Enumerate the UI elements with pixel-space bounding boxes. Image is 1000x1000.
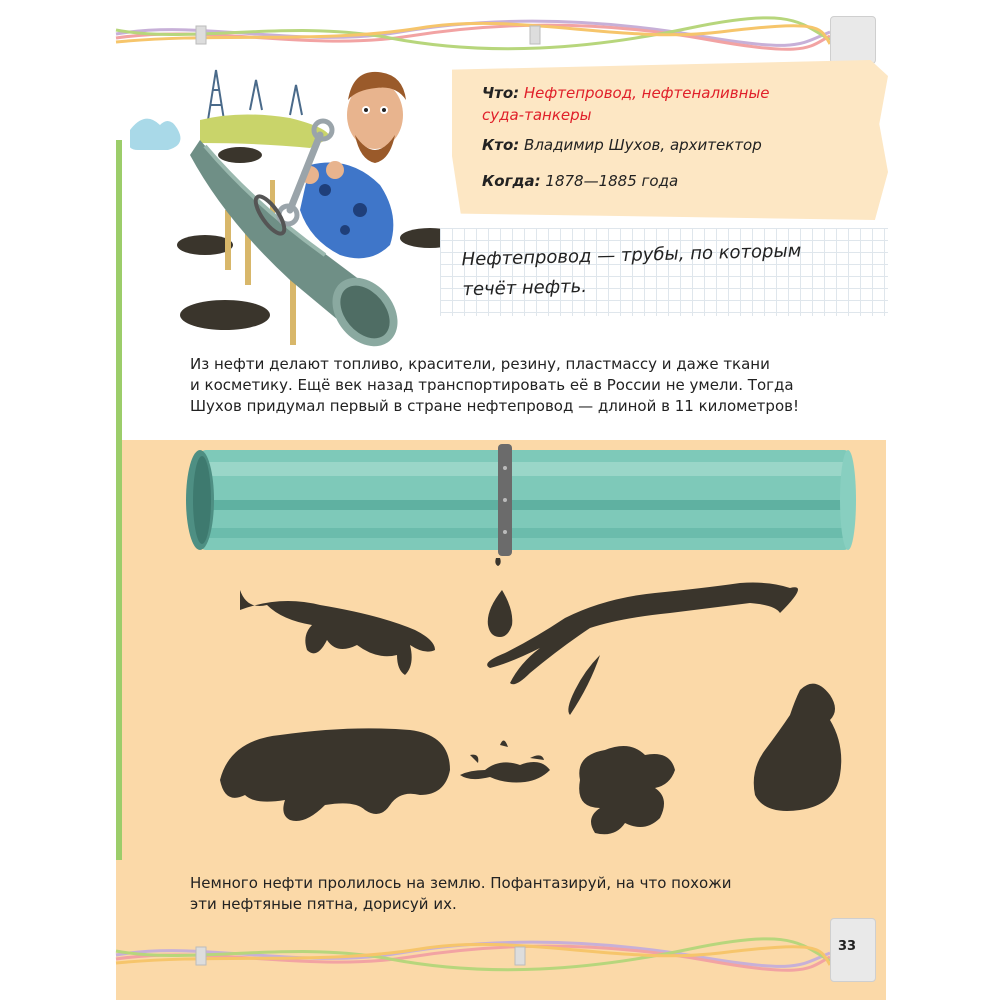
info-when <box>482 170 678 192</box>
oil-drop-icon <box>488 590 513 637</box>
definition-line: Нефтепровод — трубы, по которым <box>461 240 802 271</box>
oil-spot-splash <box>460 740 550 782</box>
who-label: Кто: <box>482 136 520 154</box>
when-value: 1878—1885 года <box>545 172 679 190</box>
oil-spot-dog <box>240 590 435 675</box>
oil-spots-illustration <box>180 440 870 860</box>
oil-spot-hippo <box>220 728 450 821</box>
what-label: Что: <box>482 84 520 102</box>
page-number: 33 <box>838 939 857 954</box>
oil-spot-clover <box>579 746 675 834</box>
oil-spot-meerkat <box>754 684 842 811</box>
info-what <box>482 82 770 104</box>
oil-derrick-icon <box>208 70 302 120</box>
body-line: Из нефти делают топливо, красители, резину, пластмассу и даже ткани <box>190 355 770 373</box>
task-paragraph <box>190 873 810 915</box>
oil-spot-giraffe <box>487 583 798 685</box>
cloud-icon <box>130 119 180 150</box>
what-value: Нефтепровод, нефтеналивные <box>523 84 770 102</box>
who-value: Владимир Шухов, архитектор <box>524 136 762 154</box>
body-paragraph <box>190 354 850 417</box>
definition-text <box>461 235 862 305</box>
when-label: Когда: <box>482 172 541 190</box>
teal-pipe <box>186 444 856 556</box>
what-value-line2: суда-танкеры <box>482 106 592 124</box>
task-line: эти нефтяные пятна, дорисуй их. <box>190 895 457 913</box>
definition-line: течёт нефть. <box>462 275 588 301</box>
info-who <box>482 134 762 156</box>
body-line: и косметику. Ещё век назад транспортировать её в России не умели. Тогда <box>190 376 794 394</box>
task-line: Немного нефти пролилось на землю. Пофантазируй, на что похожи <box>190 874 732 892</box>
shukhov-pipeline-illustration <box>130 60 450 350</box>
body-line: Шухов придумал первый в стране нефтепровод — длиной в 11 километров! <box>190 397 799 415</box>
top-connector-tab <box>830 16 876 64</box>
